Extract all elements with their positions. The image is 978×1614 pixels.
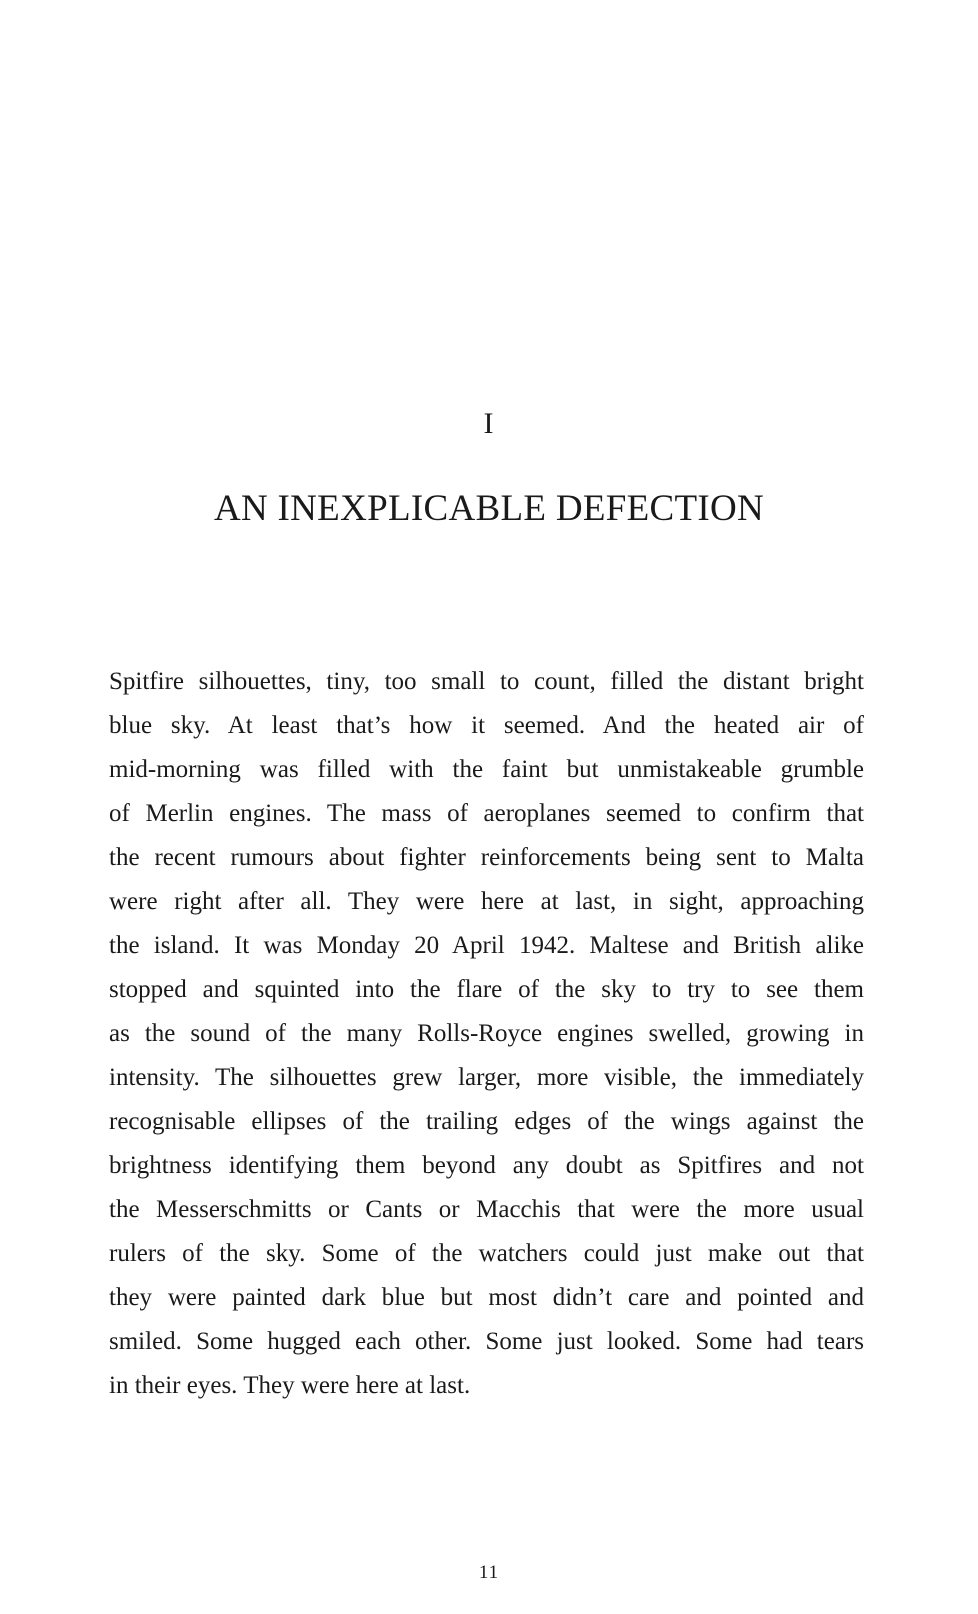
chapter-number: I xyxy=(483,407,495,440)
text-line: of Merlin engines. The mass of aeroplanes seemed to confirm that xyxy=(109,800,864,827)
text-line: intensity. The silhouettes grew larger, more visible, the immediately xyxy=(109,1064,864,1091)
text-line: were right after all. They were here at last, in sight, approaching xyxy=(109,888,864,915)
chapter-title: AN INEXPLICABLE DEFECTION xyxy=(213,488,765,529)
text-line: stopped and squinted into the flare of the sky to try to see them xyxy=(109,976,864,1003)
text-line: mid-morning was filled with the faint but unmistakeable grumble xyxy=(109,756,864,783)
text-line: they were painted dark blue but most didn’t care and pointed and xyxy=(109,1284,864,1311)
text-line: brightness identifying them beyond any doubt as Spitfires and not xyxy=(109,1152,864,1179)
text-line: as the sound of the many Rolls-Royce engines swelled, growing in xyxy=(109,1020,864,1047)
text-line: blue sky. At least that’s how it seemed. And the heated air of xyxy=(109,712,864,739)
text-line: Spitfire silhouettes, tiny, too small to count, filled the distant bright xyxy=(109,668,864,695)
text-line: the Messerschmitts or Cants or Macchis that were the more usual xyxy=(109,1196,864,1223)
text-line: in their eyes. They were here at last. xyxy=(109,1372,471,1399)
text-line: the island. It was Monday 20 April 1942. Maltese and British alike xyxy=(109,932,864,959)
body-paragraph xyxy=(109,660,864,1408)
text-line: smiled. Some hugged each other. Some just looked. Some had tears xyxy=(109,1328,864,1355)
text-line: rulers of the sky. Some of the watchers could just make out that xyxy=(109,1240,864,1267)
page-number: 11 xyxy=(478,1562,500,1583)
text-line: the recent rumours about fighter reinforcements being sent to Malta xyxy=(109,844,864,871)
text-line: recognisable ellipses of the trailing edges of the wings against the xyxy=(109,1108,864,1135)
